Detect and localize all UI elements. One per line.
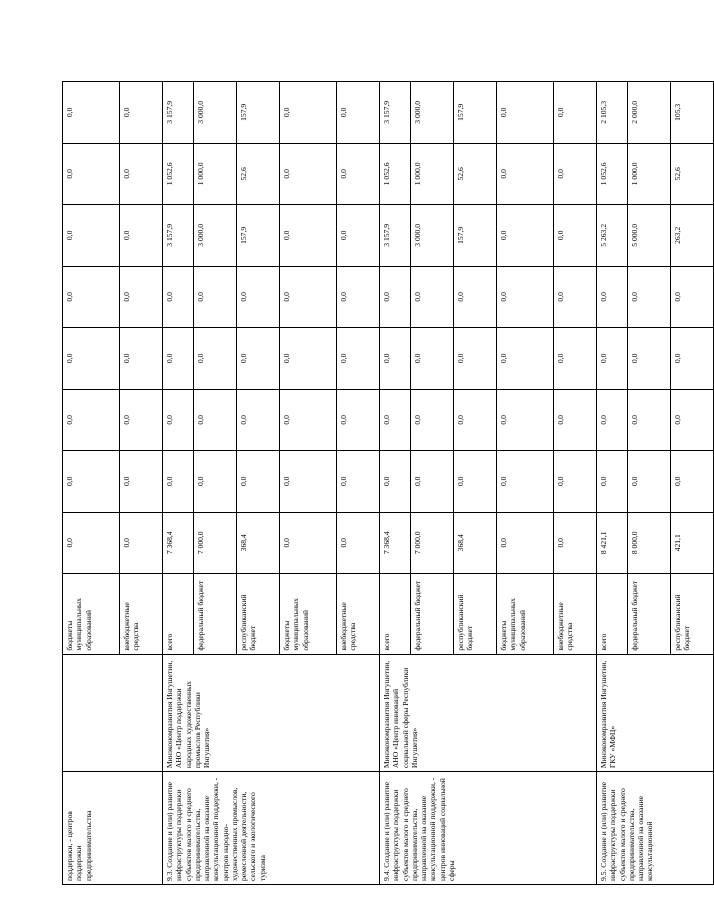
value-cell: 7 368,4 [163,512,194,573]
value-cell: 0,0 [628,451,671,512]
value-cell: 0,0 [63,266,120,327]
value-cell: 5 000,0 [628,205,671,266]
value-cell: 0,0 [337,82,380,144]
value-cell: 0,0 [163,266,194,327]
value-cell: 52,6 [237,143,280,204]
value-cell: 0,0 [380,266,411,327]
value-cell: 0,0 [194,389,237,450]
value-cell: 0,0 [280,451,337,512]
value-cell: 0,0 [63,451,120,512]
value-cell: 0,0 [63,143,120,204]
value-cell: 0,0 [597,389,628,450]
value-cell: 0,0 [337,512,380,573]
value-cell: 0,0 [280,328,337,389]
value-cell: 0,0 [380,328,411,389]
value-cell: 0,0 [63,389,120,450]
value-cell: 157,9 [237,205,280,266]
value-cell: 0,0 [671,328,714,389]
value-cell: 157,9 [454,82,497,144]
funding-source-cell: всего [163,574,194,655]
value-cell: 7 000,0 [194,512,237,573]
value-cell: 0,0 [120,451,163,512]
value-cell: 52,6 [671,143,714,204]
value-cell: 0,0 [163,389,194,450]
measure-cell: поддержки, - центров поддержки предпринимательства [63,772,163,885]
value-cell: 0,0 [628,389,671,450]
value-cell: 0,0 [337,451,380,512]
value-cell: 421,1 [671,512,714,573]
table-row [380,82,411,885]
funding-source-cell: всего [380,574,411,655]
value-cell: 0,0 [163,451,194,512]
funding-source-cell: внебюджетные средства [120,574,163,655]
value-cell: 0,0 [120,266,163,327]
executor-cell: Минэкономразвития Ингушетии, ГКУ «МФЦ» [597,654,714,771]
value-cell: 0,0 [194,451,237,512]
value-cell: 0,0 [280,266,337,327]
executor-cell: Минэкономразвития Ингушетии, АНО «Центр поддержки народных художественных промыслов Республики Ингушетия» [163,654,380,771]
value-cell: 1 000,0 [194,143,237,204]
value-cell: 0,0 [497,205,554,266]
value-cell: 3 000,0 [194,82,237,144]
value-cell: 0,0 [597,451,628,512]
value-cell: 0,0 [411,389,454,450]
table-row [63,82,120,885]
value-cell: 1 052,6 [380,143,411,204]
value-cell: 0,0 [411,266,454,327]
value-cell: 157,9 [454,205,497,266]
value-cell: 0,0 [554,143,597,204]
value-cell: 7 000,0 [411,512,454,573]
value-cell: 2 105,3 [597,82,628,144]
value-cell: 5 263,2 [597,205,628,266]
value-cell: 0,0 [554,82,597,144]
measure-cell: 9.3. Создание и (или) развитие инфраструктуры поддержки субъектов малого и среднего предпринимательства, направленной на оказание консультационной поддержки, - центров народно-художественных промыслов, ремесленной деятельности, сельского и экологического туризма [163,772,380,885]
value-cell: 52,6 [454,143,497,204]
value-cell: 0,0 [628,328,671,389]
funding-source-cell: республиканский бюджет [671,574,714,655]
value-cell: 0,0 [237,451,280,512]
measure-cell: 9.5. Создание и (или) развитие инфраструктуры поддержки субъектов малого и среднего предпринимательства, направленной на оказание консультационной [597,772,714,885]
value-cell: 0,0 [120,143,163,204]
value-cell: 3 157,9 [380,205,411,266]
value-cell: 0,0 [554,451,597,512]
value-cell: 0,0 [671,389,714,450]
value-cell: 0,0 [280,143,337,204]
value-cell: 0,0 [237,266,280,327]
value-cell: 0,0 [554,328,597,389]
value-cell: 0,0 [120,205,163,266]
value-cell: 0,0 [497,143,554,204]
value-cell: 0,0 [120,512,163,573]
value-cell: 0,0 [237,389,280,450]
value-cell: 0,0 [497,328,554,389]
value-cell: 105,3 [671,82,714,144]
value-cell: 0,0 [380,389,411,450]
value-cell: 0,0 [454,328,497,389]
funding-source-cell: всего [597,574,628,655]
value-cell: 3 157,9 [163,205,194,266]
value-cell: 0,0 [454,451,497,512]
value-cell: 0,0 [63,512,120,573]
value-cell: 0,0 [194,328,237,389]
value-cell: 0,0 [497,512,554,573]
value-cell: 3 000,0 [194,205,237,266]
measure-cell: 9.4. Создание и (или) развитие инфраструктуры поддержки субъектов малого и среднего предпринимательства, направленной на оказание консультационной поддержки, - центров инноваций социальной сферы [380,772,597,885]
value-cell: 0,0 [120,389,163,450]
value-cell: 0,0 [597,266,628,327]
value-cell: 0,0 [454,389,497,450]
value-cell: 0,0 [337,266,380,327]
value-cell: 0,0 [120,328,163,389]
value-cell: 0,0 [554,205,597,266]
value-cell: 0,0 [337,205,380,266]
value-cell: 8 000,0 [628,512,671,573]
funding-source-cell: бюджеты муниципальных образований [63,574,120,655]
funding-source-cell: республиканский бюджет [454,574,497,655]
value-cell: 0,0 [497,389,554,450]
value-cell: 0,0 [671,266,714,327]
value-cell: 1 000,0 [628,143,671,204]
value-cell: 0,0 [497,266,554,327]
value-cell: 0,0 [337,389,380,450]
value-cell: 0,0 [628,266,671,327]
value-cell: 8 421,1 [597,512,628,573]
value-cell: 0,0 [497,451,554,512]
value-cell: 3 157,9 [163,82,194,144]
value-cell: 0,0 [280,82,337,144]
value-cell: 0,0 [337,328,380,389]
value-cell: 7 368,4 [380,512,411,573]
table-row [597,82,628,885]
value-cell: 0,0 [163,328,194,389]
value-cell: 368,4 [237,512,280,573]
value-cell: 1 000,0 [411,143,454,204]
rotated-table-wrapper [62,81,692,885]
value-cell: 2 000,0 [628,82,671,144]
funding-source-cell: внебюджетные средства [337,574,380,655]
value-cell: 0,0 [280,205,337,266]
value-cell: 0,0 [671,451,714,512]
funding-source-cell: бюджеты муниципальных образований [497,574,554,655]
value-cell: 368,4 [454,512,497,573]
funding-source-cell: федеральный бюджет [194,574,237,655]
value-cell: 0,0 [411,328,454,389]
value-cell: 0,0 [380,451,411,512]
value-cell: 0,0 [63,205,120,266]
value-cell: 0,0 [280,512,337,573]
executor-cell [63,654,163,771]
funding-source-cell: республиканский бюджет [237,574,280,655]
value-cell: 0,0 [554,512,597,573]
table-row [163,82,194,885]
value-cell: 0,0 [237,328,280,389]
financing-table [62,81,714,885]
funding-source-cell: федеральный бюджет [411,574,454,655]
funding-source-cell: бюджеты муниципальных образований [280,574,337,655]
value-cell: 0,0 [454,266,497,327]
value-cell: 1 052,6 [163,143,194,204]
value-cell: 3 000,0 [411,205,454,266]
funding-source-cell: внебюджетные средства [554,574,597,655]
table-body [63,82,714,885]
value-cell: 0,0 [120,82,163,144]
value-cell: 3 000,0 [411,82,454,144]
value-cell: 157,9 [237,82,280,144]
value-cell: 3 157,9 [380,82,411,144]
value-cell: 0,0 [411,451,454,512]
value-cell: 0,0 [63,82,120,144]
funding-source-cell: федеральный бюджет [628,574,671,655]
value-cell: 0,0 [337,143,380,204]
value-cell: 0,0 [554,389,597,450]
value-cell: 0,0 [554,266,597,327]
value-cell: 1 052,6 [597,143,628,204]
value-cell: 0,0 [497,82,554,144]
value-cell: 0,0 [194,266,237,327]
executor-cell: Минэкономразвития Ингушетии, АНО «Центр инноваций социальной сферы Республики Ингушетия» [380,654,597,771]
value-cell: 0,0 [597,328,628,389]
value-cell: 0,0 [63,328,120,389]
value-cell: 0,0 [280,389,337,450]
value-cell: 263,2 [671,205,714,266]
